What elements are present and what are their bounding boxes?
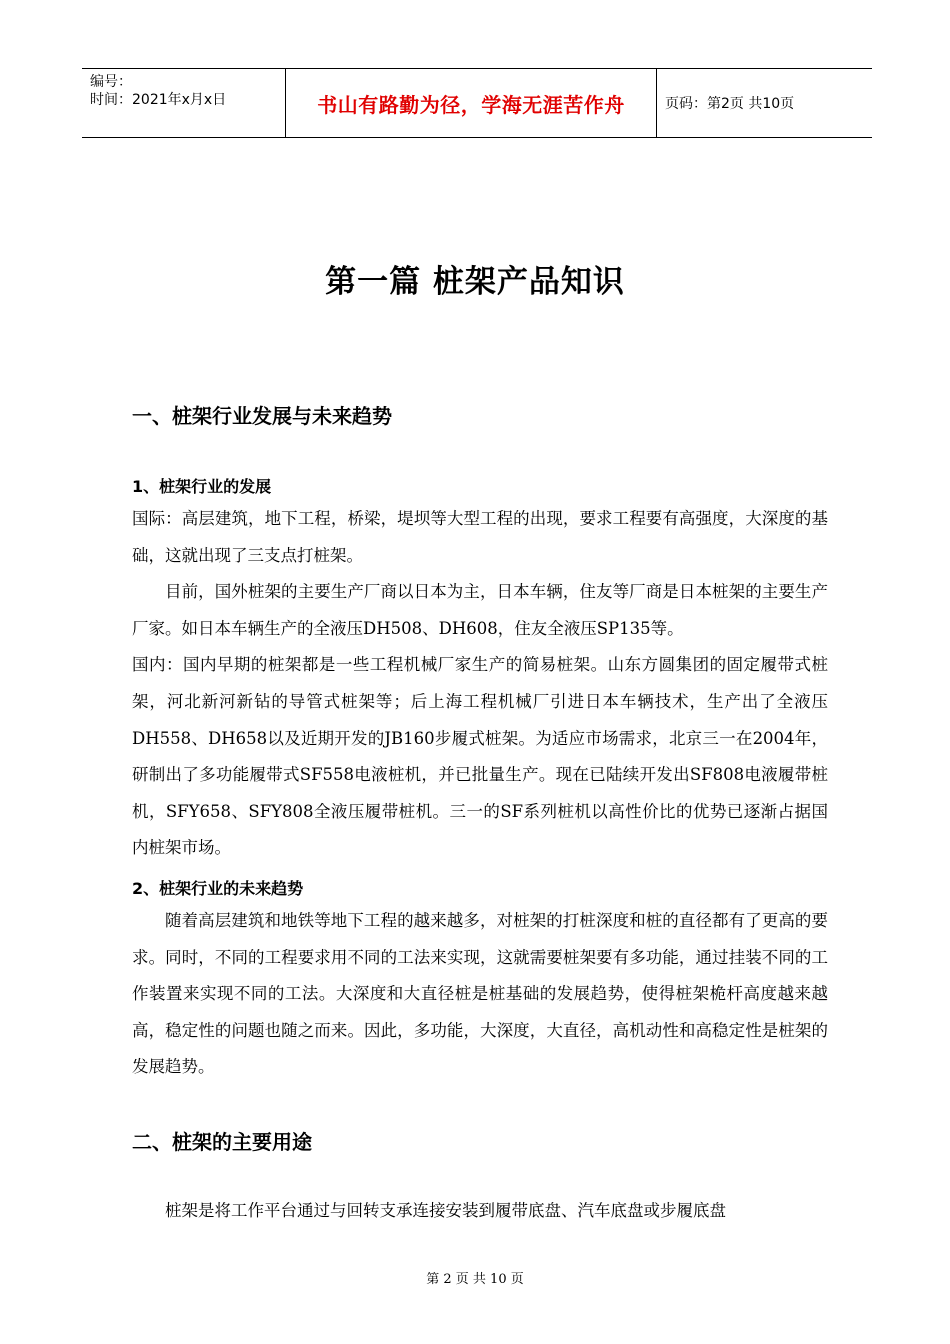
paragraph-foreign-makers: 目前，国外桩架的主要生产厂商以日本为主，日本车辆，住友等厂商是日本桩架的主要生产厂家。如日本车辆生产的全液压DH508、DH608，住友全液压SP135等。	[132, 582, 828, 638]
subsection2-heading: 2、桩架行业的未来趋势	[132, 879, 304, 898]
header-meta	[90, 73, 285, 109]
document-title: 第一篇 桩架产品知识	[325, 264, 625, 300]
paragraph-trends: 随着高层建筑和地铁等地下工程的越来越多，对桩架的打桩深度和桩的直径都有了更高的要求。同时，不同的工程要求用不同的工法来实现，这就需要桩架要有多功能，通过挂装不同的工作装置来实现不同的工法。大深度和大直径桩是桩基础的发展趋势，使得桩架桅杆高度越来越高，稳定性的问题也随之而来。因此，多功能，大深度，大直径，高机动性和高稳定性是桩架的发展趋势。	[132, 911, 828, 1077]
page-footer: 第 2 页 共 10 页	[426, 1272, 524, 1287]
header-page-info: 页码：第2页 共10页	[665, 96, 795, 112]
header-motto: 书山有路勤为径，学海无涯苦作舟	[285, 69, 657, 137]
page-header	[82, 68, 872, 138]
subsection2-body	[132, 903, 828, 1086]
paragraph-usage: 桩架是将工作平台通过与回转支承连接安装到履带底盘、汽车底盘或步履底盘	[165, 1201, 726, 1220]
section2-heading: 二、桩架的主要用途	[132, 1130, 312, 1154]
paragraph-domestic: 国内：国内早期的桩架都是一些工程机械厂家生产的简易桩架。山东方圆集团的固定履带式桩架，河北新河新钻的导管式桩架等；后上海工程机械厂引进日本车辆技术，生产出了全液压DH558、DH658以及近期开发的JB160步履式桩架。为适应市场需求，北京三一在2004年，研制出了多功能履带式SF558电液桩机，并已批量生产。现在已陆续开发出SF808电液履带桩机，SFY658、SFY808全液压履带桩机。三一的SF系列桩机以高性价比的优势已逐渐占据国内桩架市场。	[132, 655, 828, 858]
subsection1-body	[132, 501, 828, 867]
paragraph-international: 国际：高层建筑，地下工程，桥梁，堤坝等大型工程的出现，要求工程要有高强度，大深度的基础，这就出现了三支点打桩架。	[132, 509, 828, 565]
number-label: 编号：	[90, 74, 132, 90]
section1-heading: 一、桩架行业发展与未来趋势	[132, 404, 392, 428]
section2-body	[132, 1193, 828, 1230]
date-label: 时间：2021年x月x日	[90, 92, 227, 108]
subsection1-heading: 1、桩架行业的发展	[132, 477, 272, 496]
